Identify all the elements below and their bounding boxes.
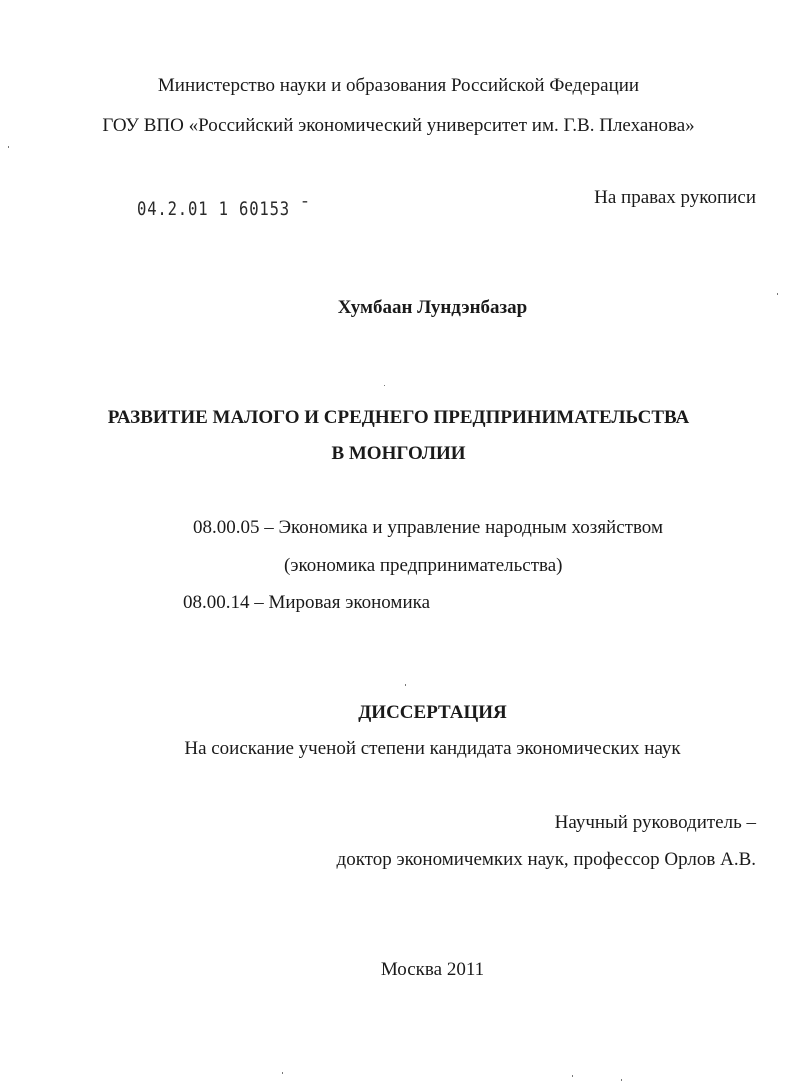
- scan-speck: [572, 1075, 573, 1077]
- document-type-heading: ДИССЕРТАЦИЯ: [358, 702, 507, 723]
- supervisor-name: доктор экономичемких наук, профессор Орлов А.В.: [336, 849, 756, 870]
- scan-speck: [282, 1072, 283, 1074]
- ministry-line: Министерство науки и образования Российской Федерации: [157, 75, 640, 96]
- dissertation-title-line-2: В МОНГОЛИИ: [331, 443, 466, 464]
- city-year: Москва 2011: [380, 959, 485, 980]
- author-name: Хумбаан Лундэнбазар: [337, 297, 528, 318]
- specialty-secondary: 08.00.14 – Мировая экономика: [183, 592, 430, 613]
- scan-speck: [621, 1079, 622, 1081]
- scan-speck: [384, 385, 385, 386]
- specialty-primary: 08.00.05 – Экономика и управление народным хозяйством: [193, 517, 663, 538]
- scan-speck: [405, 684, 406, 686]
- degree-line: На соискание ученой степени кандидата экономических наук: [184, 738, 681, 759]
- university-line: ГОУ ВПО «Российский экономический университет им. Г.В. Плеханова»: [102, 115, 695, 136]
- scan-speck: [777, 293, 778, 295]
- registration-stamp-number: 04.2.01 1 60153 ˉ: [137, 198, 311, 220]
- manuscript-note: На правах рукописи: [594, 187, 756, 208]
- supervisor-label: Научный руководитель –: [554, 812, 756, 833]
- scan-speck: [8, 146, 9, 148]
- specialty-primary-subtitle: (экономика предпринимательства): [284, 555, 563, 576]
- dissertation-title-line-1: РАЗВИТИЕ МАЛОГО И СРЕДНЕГО ПРЕДПРИНИМАТЕЛЬСТВА: [107, 407, 690, 428]
